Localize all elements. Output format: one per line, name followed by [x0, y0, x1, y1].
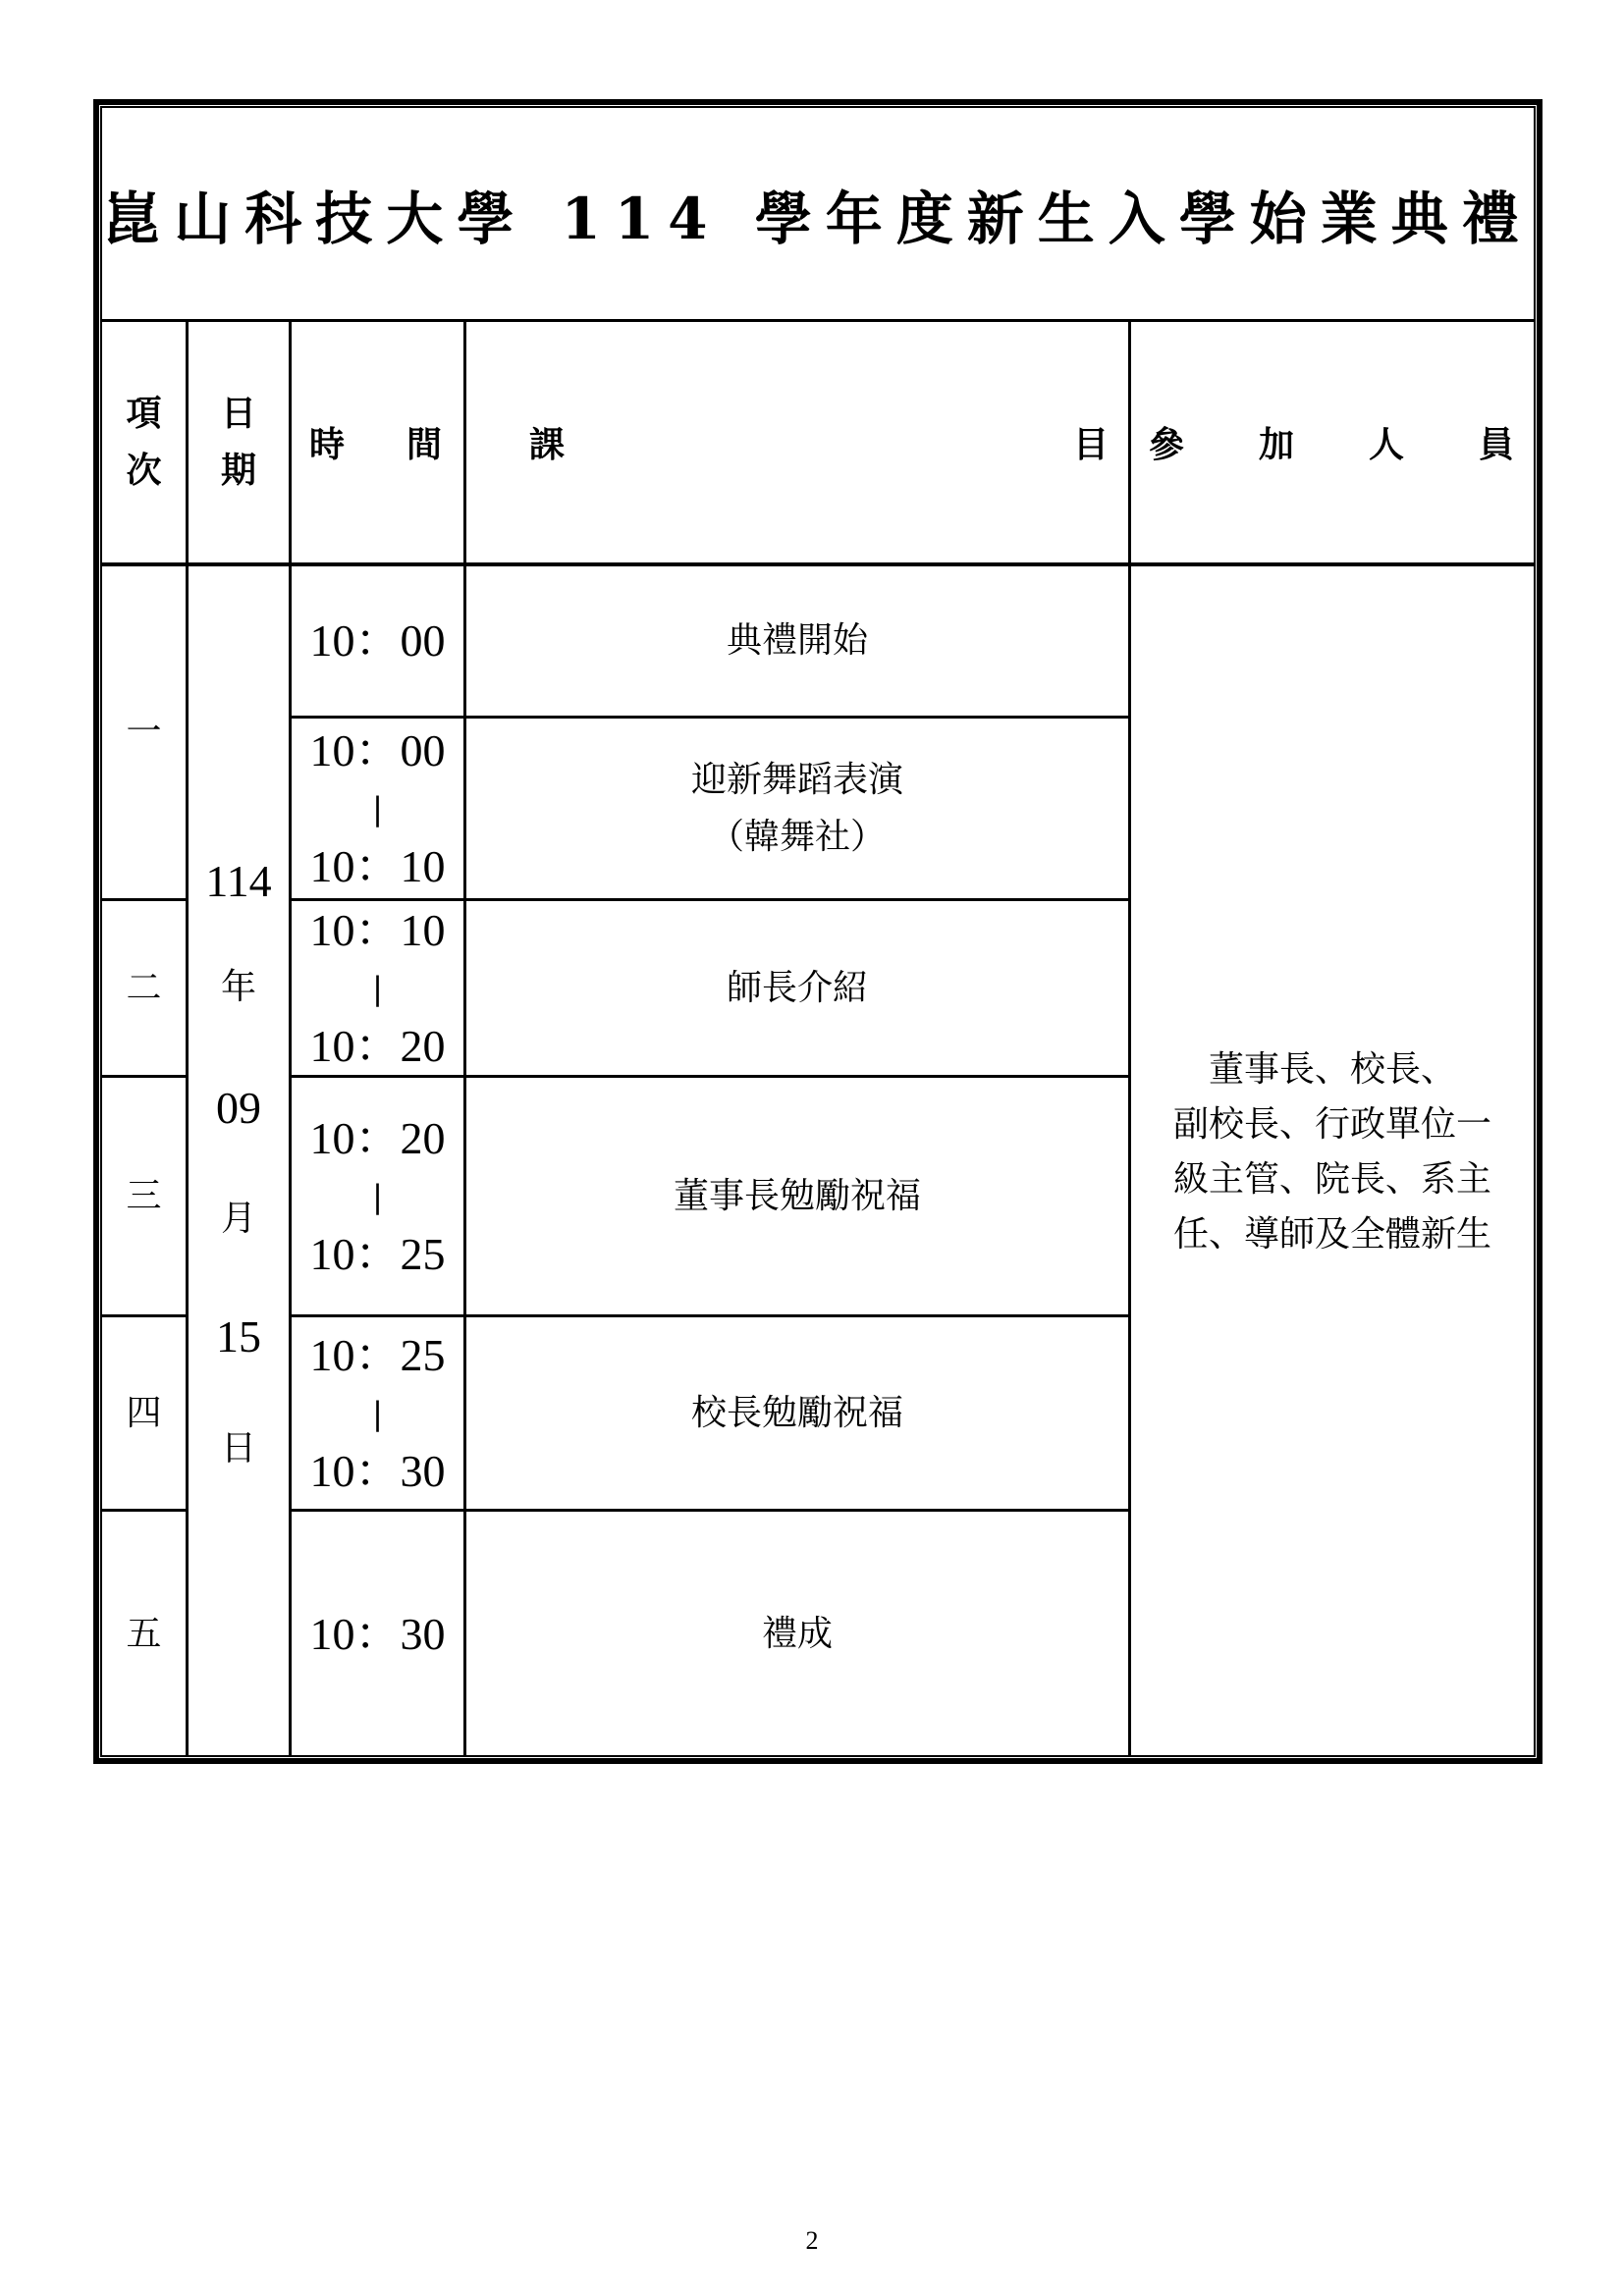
program-cell-6 — [466, 1512, 1128, 1757]
time-separator-4: | — [372, 1177, 383, 1215]
date-month-unit: 月 — [220, 1199, 256, 1239]
program-title-2: 迎新舞蹈表演 — [690, 759, 903, 800]
time-start-2: 10：00 — [309, 724, 446, 775]
time-cell-2 — [292, 719, 463, 898]
program-title-1: 典禮開始 — [726, 620, 868, 661]
item-label-4: 四 — [126, 1392, 162, 1433]
item-cell-1 — [102, 566, 186, 898]
time-start-5: 10：25 — [309, 1329, 446, 1380]
header-program-char-1: 課 — [529, 425, 566, 465]
item-cell-4 — [102, 1317, 186, 1509]
item-label-2: 二 — [126, 967, 162, 1008]
header-time — [292, 322, 463, 562]
date-cell — [189, 566, 289, 1757]
program-cell-4 — [466, 1078, 1128, 1314]
header-participants-char-3: 人 — [1368, 425, 1404, 465]
page-title: 崑山科技大學 114 學年度新生入學始業典禮 — [103, 185, 1533, 252]
program-title-6: 禮成 — [761, 1614, 833, 1654]
time-end-2: 10：10 — [309, 840, 446, 891]
time-cell-3 — [292, 901, 463, 1075]
header-program-char-2: 目 — [1072, 425, 1109, 465]
time-cell-4 — [292, 1078, 463, 1314]
program-cell-3 — [466, 901, 1128, 1075]
time-cell-5 — [292, 1317, 463, 1509]
time-cell-1 — [292, 566, 463, 716]
participants-line-4: 任、導師及全體新生 — [1172, 1213, 1491, 1255]
item-cell-3 — [102, 1078, 186, 1314]
participants-line-1: 董事長、校長、 — [1208, 1048, 1456, 1090]
item-cell-5 — [102, 1512, 186, 1757]
time-end-4: 10：25 — [309, 1228, 446, 1279]
header-time-char-1: 時 — [309, 425, 346, 465]
time-start-3: 10：10 — [309, 904, 446, 955]
date-day-unit: 日 — [220, 1428, 256, 1468]
date-month: 09 — [216, 1083, 261, 1133]
program-title-4: 董事長勉勵祝福 — [673, 1175, 921, 1216]
header-participants-char-4: 員 — [1478, 425, 1514, 465]
header-program — [466, 322, 1128, 562]
participants-cell — [1131, 566, 1534, 1757]
time-cell-6 — [292, 1512, 463, 1757]
participants-line-2: 副校長、行政單位一 — [1172, 1103, 1491, 1145]
item-cell-2 — [102, 901, 186, 1075]
date-year-unit: 年 — [220, 967, 256, 1007]
date-year: 114 — [205, 856, 272, 906]
program-cell-5 — [466, 1317, 1128, 1509]
title-row — [102, 108, 1534, 322]
time-start-4: 10：20 — [309, 1112, 446, 1163]
item-label-5: 五 — [126, 1614, 162, 1654]
header-participants-char-1: 參 — [1149, 425, 1185, 465]
time-start-6: 10：30 — [309, 1609, 446, 1659]
time-end-3: 10：20 — [309, 1020, 446, 1071]
time-separator-3: | — [372, 969, 383, 1007]
header-participants — [1131, 322, 1534, 562]
program-cell-1 — [466, 566, 1128, 716]
date-day: 15 — [216, 1311, 261, 1362]
program-title-5: 校長勉勵祝福 — [690, 1392, 903, 1433]
item-label-3: 三 — [126, 1175, 162, 1216]
time-separator-2: | — [372, 789, 383, 828]
header-date-char-2: 期 — [220, 450, 256, 491]
program-title-3: 師長介紹 — [726, 967, 868, 1008]
time-start-1: 10：00 — [309, 615, 446, 666]
header-date-char-1: 日 — [220, 393, 256, 434]
participants-line-3: 級主管、院長、系主 — [1172, 1158, 1491, 1200]
header-item — [102, 322, 186, 562]
header-item-char-1: 項 — [126, 393, 162, 434]
header-time-char-2: 間 — [406, 425, 442, 465]
program-cell-2 — [466, 719, 1128, 898]
header-participants-char-2: 加 — [1258, 425, 1294, 465]
page-number: 2 — [805, 2226, 819, 2255]
program-note-2: （韓舞社） — [708, 816, 886, 857]
header-date — [189, 322, 289, 562]
time-separator-5: | — [372, 1394, 383, 1432]
header-item-char-2: 次 — [126, 450, 162, 491]
item-label-1: 一 — [126, 712, 162, 752]
time-end-5: 10：30 — [309, 1445, 446, 1496]
